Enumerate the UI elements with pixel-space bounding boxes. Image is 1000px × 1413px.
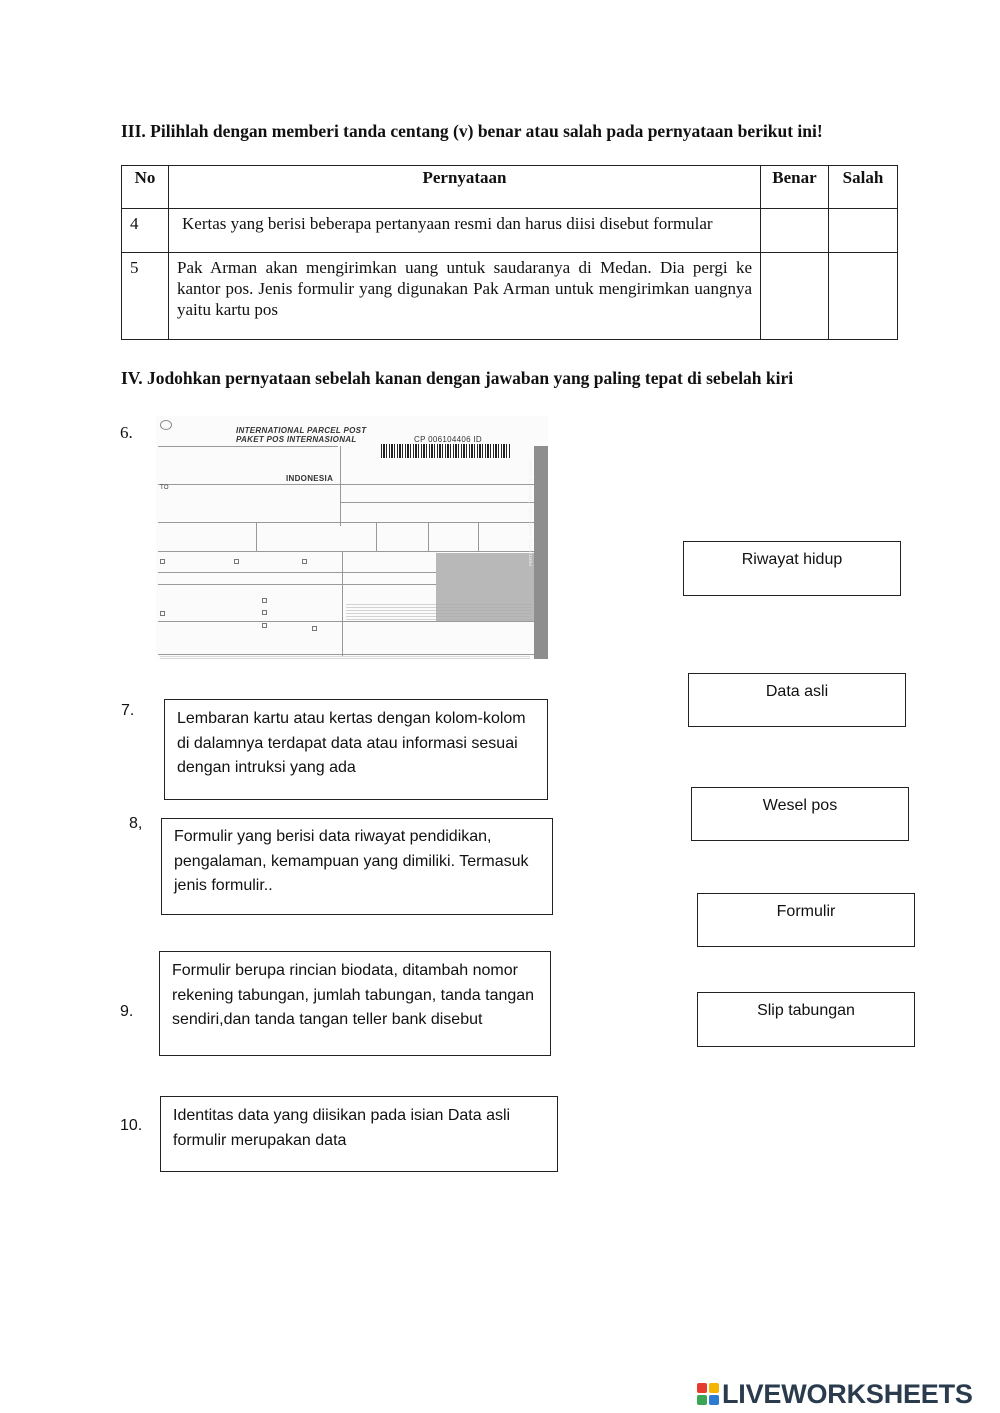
checkbox-icon <box>262 623 267 628</box>
row-statement: Pak Arman akan mengirimkan uang untuk saudaranya di Medan. Dia pergi ke kantor pos. Jenis formulir yang digunakan Pak Arman untuk mengirimkan uangnya yaitu kartu pos <box>169 253 761 340</box>
question-number: 9. <box>120 1003 134 1020</box>
question-box-8[interactable]: Formulir yang berisi data riwayat pendidikan, pengalaman, kemampuan yang dimiliki. Termasuk jenis formulir.. <box>161 818 553 915</box>
section3-title: III. Pilihlah dengan memberi tanda centang (v) benar atau salah pada pernyataan berikut ini! <box>121 121 823 141</box>
checkbox-icon <box>302 559 307 564</box>
section4-title: IV. Jodohkan pernyataan sebelah kanan dengan jawaban yang paling tepat di sebelah kiri <box>121 368 794 388</box>
header-true: Benar <box>761 166 829 209</box>
answer-riwayat-hidup[interactable]: Riwayat hidup <box>683 541 901 596</box>
parcel-form-image <box>156 416 548 659</box>
answer-wesel-pos[interactable]: Wesel pos <box>691 787 909 841</box>
logo-text: LIVEWORKSHEETS <box>722 1378 973 1409</box>
form-title-id: PAKET POS INTERNASIONAL <box>236 435 357 444</box>
form-country: INDONESIA <box>286 474 334 483</box>
header-no: No <box>122 166 169 209</box>
question-box-9[interactable]: Formulir berupa rincian biodata, ditambah nomor rekening tabungan, jumlah tabungan, tanda tangan sendiri,dan tanda tangan teller bank disebut <box>159 951 551 1056</box>
form-title-en: INTERNATIONAL PARCEL POST <box>236 426 367 435</box>
liveworksheets-logo-icon <box>697 1383 719 1405</box>
question-number: 10. <box>120 1117 143 1134</box>
barcode-icon <box>381 444 511 458</box>
true-cell-4[interactable] <box>761 209 829 253</box>
checkbox-icon <box>160 559 165 564</box>
header-statement: Pernyataan <box>169 166 761 209</box>
table-row <box>122 209 898 253</box>
answer-formulir[interactable]: Formulir <box>697 893 915 947</box>
row-number: 4 <box>122 209 169 253</box>
checkbox-icon <box>262 598 267 603</box>
liveworksheets-logo <box>697 1377 973 1411</box>
true-cell-5[interactable] <box>761 253 829 340</box>
checkbox-icon <box>312 626 317 631</box>
form-code: CP 006104406 ID <box>414 435 482 444</box>
form-side-label: PERTINGGAL KANTOR ASAL / OFFICE OF ORIGIN <box>528 459 533 566</box>
form-to-label: TO <box>160 485 169 491</box>
question-box-10[interactable]: Identitas data yang diisikan pada isian Data asli formulir merupakan data <box>160 1096 558 1172</box>
false-cell-4[interactable] <box>829 209 898 253</box>
false-cell-5[interactable] <box>829 253 898 340</box>
row-number: 5 <box>122 253 169 340</box>
checkbox-icon <box>160 611 165 616</box>
question-number: 8, <box>129 815 143 832</box>
row-statement: Kertas yang berisi beberapa pertanyaan resmi dan harus diisi disebut formular <box>169 209 761 253</box>
pos-logo-icon <box>160 420 172 430</box>
answer-data-asli[interactable]: Data asli <box>688 673 906 727</box>
answer-slip-tabungan[interactable]: Slip tabungan <box>697 992 915 1047</box>
table-row <box>122 253 898 340</box>
checkbox-icon <box>234 559 239 564</box>
true-false-table <box>121 165 898 340</box>
question-number: 7. <box>121 702 135 719</box>
question-number: 6. <box>120 423 133 442</box>
checkbox-icon <box>262 610 267 615</box>
table-header-row <box>122 166 898 209</box>
header-false: Salah <box>829 166 898 209</box>
question-box-7[interactable]: Lembaran kartu atau kertas dengan kolom-kolom di dalamnya terdapat data atau informasi sesuai dengan intruksi yang ada <box>164 699 548 800</box>
